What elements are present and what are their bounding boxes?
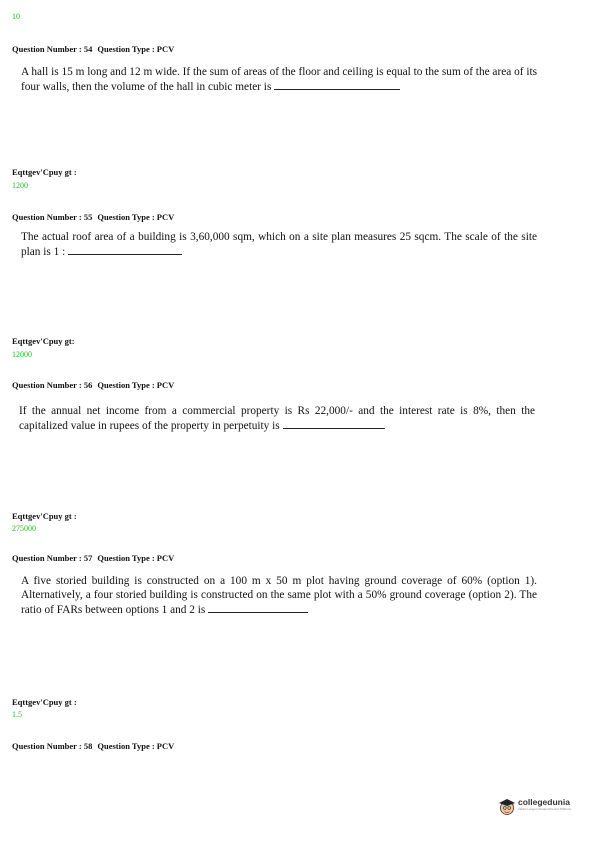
question-number-label: Question Number : 56 xyxy=(12,380,93,390)
answer-blank xyxy=(283,418,385,429)
question-header-58 xyxy=(12,741,174,751)
question-type-label: Question Type : PCV xyxy=(97,553,175,563)
page-number: 10 xyxy=(12,12,20,21)
answer-value-54: 1200 xyxy=(12,181,28,190)
answer-value-56: 275000 xyxy=(12,524,36,533)
question-number-label: Question Number : 55 xyxy=(12,212,93,222)
question-text: The actual roof area of a building is 3,60,000 sqm, which on a site plan measures 25 sqcm. The scale of the site plan is 1 : xyxy=(21,231,537,258)
graduate-mascot-icon xyxy=(498,797,516,817)
question-header-57 xyxy=(12,553,174,563)
question-text-56 xyxy=(19,404,535,433)
logo-name: collegedunia xyxy=(518,797,570,807)
answer-value-55: 12000 xyxy=(12,350,32,359)
question-number-label: Question Number : 57 xyxy=(12,553,93,563)
answer-label-55: Eqttgev'Cpuy gt: xyxy=(12,336,75,346)
question-text-55 xyxy=(21,230,537,259)
question-text: If the annual net income from a commercial property is Rs 22,000/- and the interest rate is 8%, then the capitalized value in rupees of the property in perpetuity is xyxy=(19,405,535,432)
question-text: A hall is 15 m long and 12 m wide. If the sum of areas of the floor and ceiling is equal to the sum of the area of its four walls, then the volume of the hall in cubic meter is xyxy=(21,66,537,93)
collegedunia-logo xyxy=(498,797,590,819)
answer-value-57: 1.5 xyxy=(12,710,22,719)
question-number-label: Question Number : 54 xyxy=(12,44,93,54)
question-type-label: Question Type : PCV xyxy=(97,44,175,54)
logo-tagline: India's Largest Student Review Platform xyxy=(518,807,572,811)
question-type-label: Question Type : PCV xyxy=(97,212,175,222)
answer-label-56: Eqttgev'Cpuy gt : xyxy=(12,511,77,521)
answer-label-57: Eqttgev'Cpuy gt : xyxy=(12,697,77,707)
question-text-54 xyxy=(21,65,537,94)
question-type-label: Question Type : PCV xyxy=(97,380,175,390)
question-text: A five storied building is constructed on a 100 m x 50 m plot having ground coverage of 60% (option 1). Alternatively, a four storied building is constructed on the same plot with a 50% ground coverage (option 2). The ratio of FARs between options 1 and 2 is xyxy=(21,575,537,616)
answer-blank xyxy=(208,602,308,613)
question-header-56 xyxy=(12,380,174,390)
question-header-55 xyxy=(12,212,174,222)
question-number-label: Question Number : 58 xyxy=(12,741,93,751)
answer-label-54: Eqttgev'Cpuy gt : xyxy=(12,167,77,177)
question-header-54 xyxy=(12,44,174,54)
question-type-label: Question Type : PCV xyxy=(97,741,175,751)
question-text-57 xyxy=(21,574,537,617)
answer-blank xyxy=(274,79,400,90)
answer-blank xyxy=(68,244,182,255)
